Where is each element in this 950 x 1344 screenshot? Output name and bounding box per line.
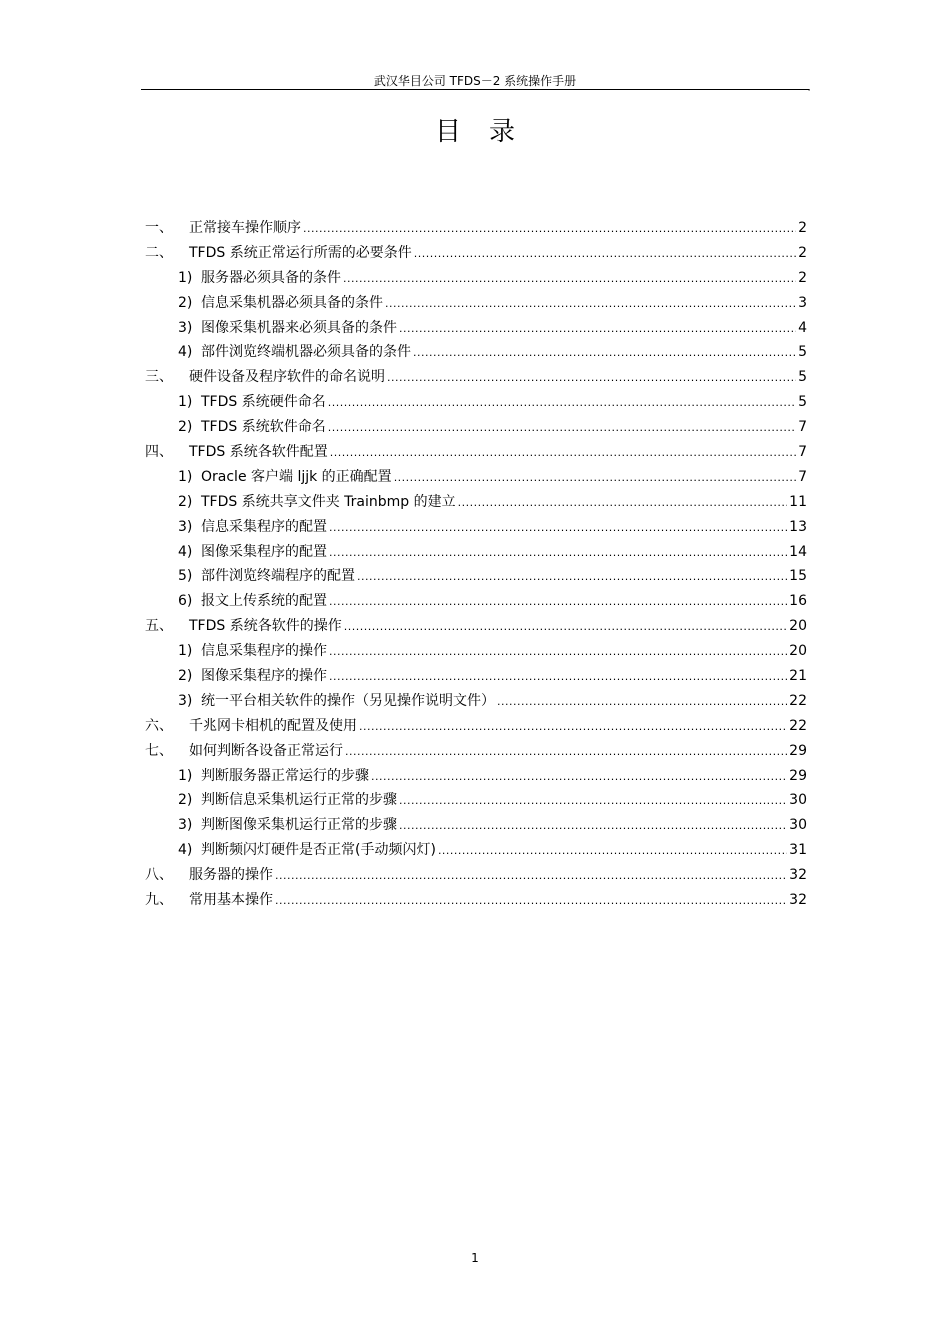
toc-entry-number: 一、	[145, 220, 173, 236]
toc-entry-label: 报文上传系统的配置	[201, 593, 327, 610]
toc-dot-leader	[343, 267, 796, 292]
toc-entry-number: 八、	[145, 867, 173, 884]
toc-entry-number: 1)	[178, 643, 193, 660]
toc-entry-page: 15	[789, 568, 807, 585]
toc-dot-leader	[329, 590, 787, 615]
toc-entry-page: 2	[798, 269, 807, 286]
toc-entry[interactable]	[145, 788, 807, 813]
toc-entry[interactable]	[145, 365, 807, 390]
toc-entry-number: 六、	[145, 717, 173, 734]
toc-entry-label: TFDS 系统各软件的操作	[189, 618, 342, 635]
toc-dot-leader	[394, 466, 796, 491]
toc-entry-page: 7	[798, 419, 807, 436]
toc-dot-leader	[275, 864, 787, 889]
toc-dot-leader	[345, 740, 787, 765]
toc-entry[interactable]	[145, 316, 807, 341]
page-number: 1	[471, 1251, 479, 1265]
toc-entry[interactable]	[145, 689, 807, 714]
toc-entry-page: 22	[789, 692, 807, 709]
toc-entry-label: 判断图像采集机运行正常的步骤	[201, 817, 397, 834]
toc-entry-page: 16	[789, 593, 807, 610]
toc-entry-number: 1)	[178, 269, 193, 286]
toc-entry-number: 2)	[178, 668, 193, 685]
toc-entry[interactable]	[145, 216, 807, 241]
toc-entry[interactable]	[145, 465, 807, 490]
toc-entry-label: 图像采集程序的操作	[201, 668, 327, 685]
toc-entry-number: 2)	[178, 493, 193, 510]
toc-entry-page: 29	[789, 742, 807, 759]
toc-entry-label: 图像采集程序的配置	[201, 543, 327, 560]
toc-entry-number: 5)	[178, 568, 193, 585]
toc-entry-number: 四、	[145, 444, 173, 461]
toc-dot-leader	[387, 366, 796, 391]
toc-dot-leader	[359, 715, 787, 740]
toc-dot-leader	[413, 341, 796, 366]
toc-entry-label: 部件浏览终端程序的配置	[201, 568, 355, 585]
toc-entry-number: 3)	[178, 518, 193, 535]
toc-dot-leader	[414, 242, 796, 267]
toc-entry-page: 11	[789, 493, 807, 510]
toc-entry-page: 14	[789, 543, 807, 560]
toc-dot-leader	[329, 665, 787, 690]
toc-dot-leader	[303, 217, 796, 242]
toc-entry-number: 二、	[145, 244, 173, 261]
toc-entry[interactable]	[145, 838, 807, 863]
toc-entry-page: 2	[798, 220, 807, 236]
header-rule	[141, 89, 809, 90]
toc-entry[interactable]	[145, 440, 807, 465]
toc-entry[interactable]	[145, 340, 807, 365]
toc-entry-page: 5	[798, 344, 807, 361]
toc-entry-page: 29	[789, 767, 807, 784]
toc-entry-page: 31	[789, 842, 807, 859]
toc-entry-page: 3	[798, 294, 807, 311]
toc-dot-leader	[385, 292, 796, 317]
toc-entry-label: 硬件设备及程序软件的命名说明	[189, 369, 385, 386]
page-title: 目录	[434, 117, 543, 147]
toc-dot-leader	[329, 640, 787, 665]
toc-entry[interactable]	[145, 291, 807, 316]
toc-entry-label: 判断频闪灯硬件是否正常(手动频闪灯)	[201, 842, 436, 859]
toc-entry[interactable]	[145, 515, 807, 540]
toc-entry-label: 千兆网卡相机的配置及使用	[189, 717, 357, 734]
toc-entry[interactable]	[145, 888, 807, 913]
toc-entry-label: 正常接车操作顺序	[189, 220, 301, 236]
toc-entry-label: 信息采集程序的配置	[201, 518, 327, 535]
toc-entry[interactable]	[145, 540, 807, 565]
toc-entry-label: 常用基本操作	[189, 892, 273, 909]
toc-dot-leader	[275, 889, 787, 914]
toc-entry-number: 2)	[178, 792, 193, 809]
toc-entry[interactable]	[145, 390, 807, 415]
header-mark: ,	[808, 83, 811, 92]
toc-entry-page: 5	[798, 394, 807, 411]
toc-dot-leader	[330, 441, 796, 466]
toc-entry-label: 信息采集机器必须具备的条件	[201, 294, 383, 311]
toc-entry-number: 3)	[178, 319, 193, 336]
toc-entry-page: 22	[789, 717, 807, 734]
toc-entry-number: 2)	[178, 419, 193, 436]
toc-entry-label: 服务器必须具备的条件	[201, 269, 341, 286]
toc-entry[interactable]	[145, 614, 807, 639]
toc-entry-number: 4)	[178, 344, 193, 361]
toc-entry-label: 图像采集机器来必须具备的条件	[201, 319, 397, 336]
toc-entry-number: 2)	[178, 294, 193, 311]
toc-dot-leader	[329, 541, 787, 566]
toc-entry-label: TFDS 系统硬件命名	[201, 394, 326, 411]
toc-entry[interactable]	[145, 564, 807, 589]
toc-dot-leader	[497, 690, 787, 715]
toc-entry-label: TFDS 系统正常运行所需的必要条件	[189, 244, 412, 261]
toc-entry-label: 部件浏览终端机器必须具备的条件	[201, 344, 411, 361]
toc-entry-label: 判断服务器正常运行的步骤	[201, 767, 369, 784]
toc-entry-number: 3)	[178, 817, 193, 834]
toc-entry-number: 1)	[178, 767, 193, 784]
toc-entry-label: TFDS 系统各软件配置	[189, 444, 328, 461]
toc-entry-page: 5	[798, 369, 807, 386]
toc-dot-leader	[438, 839, 787, 864]
toc-entry-number: 1)	[178, 394, 193, 411]
toc-entry-page: 2	[798, 244, 807, 261]
toc-entry[interactable]	[145, 589, 807, 614]
toc-entry-label: 判断信息采集机运行正常的步骤	[201, 792, 397, 809]
toc-dot-leader	[371, 765, 787, 790]
toc-entry-number: 三、	[145, 369, 173, 386]
toc-entry[interactable]	[145, 739, 807, 764]
toc-entry-number: 1)	[178, 468, 193, 485]
toc-dot-leader	[328, 391, 796, 416]
toc-entry-number: 6)	[178, 593, 193, 610]
toc-entry-label: 统一平台相关软件的操作（另见操作说明文件）	[201, 692, 495, 709]
toc-entry-number: 4)	[178, 543, 193, 560]
toc-entry-label: TFDS 系统软件命名	[201, 419, 326, 436]
toc-entry-page: 20	[789, 618, 807, 635]
toc-entry-number: 3)	[178, 692, 193, 709]
toc-entry[interactable]	[145, 813, 807, 838]
toc-entry-label: 如何判断各设备正常运行	[189, 742, 343, 759]
toc-entry-label: 信息采集程序的操作	[201, 643, 327, 660]
toc-entry-number: 九、	[145, 892, 173, 909]
toc-entry[interactable]	[145, 664, 807, 689]
toc-entry-label: TFDS 系统共享文件夹 Trainbmp 的建立	[201, 493, 456, 510]
toc-entry-label: 服务器的操作	[189, 867, 273, 884]
toc-dot-leader	[458, 491, 788, 516]
toc-entry-page: 7	[798, 468, 807, 485]
toc-dot-leader	[344, 615, 787, 640]
toc-entry-number: 七、	[145, 742, 173, 759]
toc-entry[interactable]	[145, 764, 807, 789]
toc-entry[interactable]	[145, 415, 807, 440]
toc-entry-page: 20	[789, 643, 807, 660]
toc-entry-page: 32	[789, 867, 807, 884]
toc-entry-page: 30	[789, 817, 807, 834]
toc-dot-leader	[399, 317, 796, 342]
table-of-contents	[145, 216, 807, 913]
toc-entry[interactable]	[145, 863, 807, 888]
toc-entry-page: 7	[798, 444, 807, 461]
toc-entry-number: 4)	[178, 842, 193, 859]
running-header: 武汉华目公司 TFDS－2 系统操作手册	[373, 74, 577, 88]
toc-entry[interactable]	[145, 490, 807, 515]
toc-entry-page: 21	[789, 668, 807, 685]
toc-entry[interactable]	[145, 639, 807, 664]
toc-dot-leader	[329, 516, 787, 541]
toc-entry[interactable]	[145, 266, 807, 291]
toc-entry-number: 五、	[145, 618, 173, 635]
toc-entry-page: 4	[798, 319, 807, 336]
toc-entry-page: 32	[789, 892, 807, 909]
toc-dot-leader	[399, 814, 787, 839]
toc-dot-leader	[357, 565, 787, 590]
toc-entry-page: 13	[789, 518, 807, 535]
toc-entry-label: Oracle 客户端 ljjk 的正确配置	[201, 468, 392, 485]
toc-dot-leader	[328, 416, 796, 441]
toc-entry[interactable]	[145, 241, 807, 266]
toc-dot-leader	[399, 789, 787, 814]
toc-entry-page: 30	[789, 792, 807, 809]
toc-entry[interactable]	[145, 714, 807, 739]
